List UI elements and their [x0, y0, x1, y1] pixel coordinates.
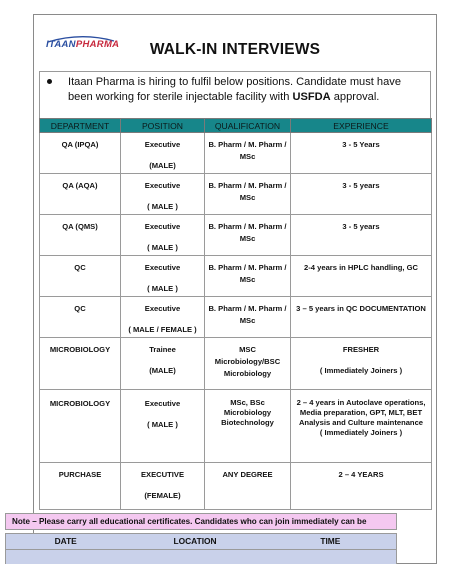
position-cell — [121, 256, 205, 297]
experience-cell — [291, 390, 432, 463]
header-position: POSITION — [121, 119, 205, 133]
logo-text-itaan: ITAAN — [46, 39, 76, 50]
experience-cell — [291, 338, 432, 390]
header-time: TIME — [320, 536, 341, 546]
department-cell: MICROBIOLOGY — [40, 338, 121, 390]
gender-text: ( MALE ) — [147, 284, 178, 293]
qualification-cell: B. Pharm / M. Pharm / MSc — [205, 215, 291, 256]
header-location: LOCATION — [173, 536, 217, 546]
position-cell — [121, 338, 205, 390]
position-cell — [121, 174, 205, 215]
table-row — [40, 174, 432, 215]
header-experience: EXPERIENCE — [291, 119, 432, 133]
qualification-cell: MSc, BSc Microbiology Biotechnology — [205, 390, 291, 463]
logo-text-pharma: PHARMA — [75, 39, 120, 50]
gender-text: ( MALE ) — [147, 243, 178, 252]
position-text: Executive — [144, 399, 181, 408]
gender-text: ( MALE ) — [147, 202, 178, 211]
qualification-cell: B. Pharm / M. Pharm / MSc — [205, 297, 291, 338]
bullet-icon — [47, 79, 52, 84]
schedule-header — [5, 533, 397, 550]
department-cell: QA (IPQA) — [40, 133, 121, 174]
position-cell — [121, 463, 205, 510]
page-title: WALK-IN INTERVIEWS — [149, 41, 321, 58]
experience-cell: 3 - 5 years — [291, 215, 432, 256]
position-text: EXECUTIVE — [140, 470, 185, 479]
table-row — [40, 390, 432, 463]
position-text: Executive — [144, 304, 181, 313]
header-qualification: QUALIFICATION — [205, 119, 291, 133]
experience-cell: 2-4 years in HPLC handling, GC — [291, 256, 432, 297]
jobs-table — [39, 118, 432, 510]
qualification-cell: B. Pharm / M. Pharm / MSc — [205, 133, 291, 174]
department-cell: QA (AQA) — [40, 174, 121, 215]
experience-note: ( Immediately Joiners ) — [319, 428, 403, 437]
intro-text — [68, 75, 426, 105]
schedule-body — [5, 550, 397, 564]
table-row — [40, 215, 432, 256]
department-cell: QC — [40, 256, 121, 297]
experience-cell: 2 – 4 YEARS — [291, 463, 432, 510]
table-header-row — [40, 119, 432, 133]
qualification-cell: ANY DEGREE — [205, 463, 291, 510]
table-row — [40, 463, 432, 510]
intro-text-main: Itaan Pharma is hiring to fulfil below positions. Candidate must have been working for sterile injectable facility with — [68, 76, 401, 103]
qualification-cell: MSC Microbiology/BSC Microbiology — [205, 338, 291, 390]
intro-highlight: USFDA — [292, 91, 331, 103]
department-cell: QC — [40, 297, 121, 338]
position-text: Executive — [144, 181, 181, 190]
note-banner: Note – Please carry all educational certificates. Candidates who can join immediately can be — [5, 513, 397, 530]
qualification-cell: B. Pharm / M. Pharm / MSc — [205, 256, 291, 297]
position-text: Executive — [144, 140, 181, 149]
position-text: Trainee — [149, 345, 176, 354]
department-cell: MICROBIOLOGY — [40, 390, 121, 463]
experience-text: FRESHER — [342, 345, 380, 354]
table-row — [40, 297, 432, 338]
gender-text: ( MALE / FEMALE ) — [128, 325, 197, 334]
gender-text: (MALE) — [149, 161, 176, 170]
position-cell — [121, 215, 205, 256]
experience-cell: 3 - 5 years — [291, 174, 432, 215]
gender-text: (MALE) — [149, 366, 176, 375]
table-row — [40, 133, 432, 174]
position-text: Executive — [144, 263, 181, 272]
position-cell — [121, 390, 205, 463]
header-date: DATE — [54, 536, 77, 546]
position-cell — [121, 297, 205, 338]
experience-note: ( Immediately Joiners ) — [319, 366, 403, 375]
position-cell — [121, 133, 205, 174]
table-row — [40, 338, 432, 390]
flyer-page — [33, 14, 437, 564]
experience-cell: 3 - 5 Years — [291, 133, 432, 174]
experience-cell: 3 – 5 years in QC DOCUMENTATION — [291, 297, 432, 338]
department-cell: PURCHASE — [40, 463, 121, 510]
table-row — [40, 256, 432, 297]
gender-text: (FEMALE) — [144, 491, 181, 500]
intro-text-end: approval. — [330, 91, 380, 103]
position-text: Executive — [144, 222, 181, 231]
gender-text: ( MALE ) — [147, 420, 178, 429]
qualification-cell: B. Pharm / M. Pharm / MSc — [205, 174, 291, 215]
header-department: DEPARTMENT — [40, 119, 121, 133]
department-cell: QA (QMS) — [40, 215, 121, 256]
experience-text: 2 – 4 years in Autoclave operations, Media preparation, GPT, MLT, BET Analysis and Culture maintenance — [296, 398, 426, 427]
